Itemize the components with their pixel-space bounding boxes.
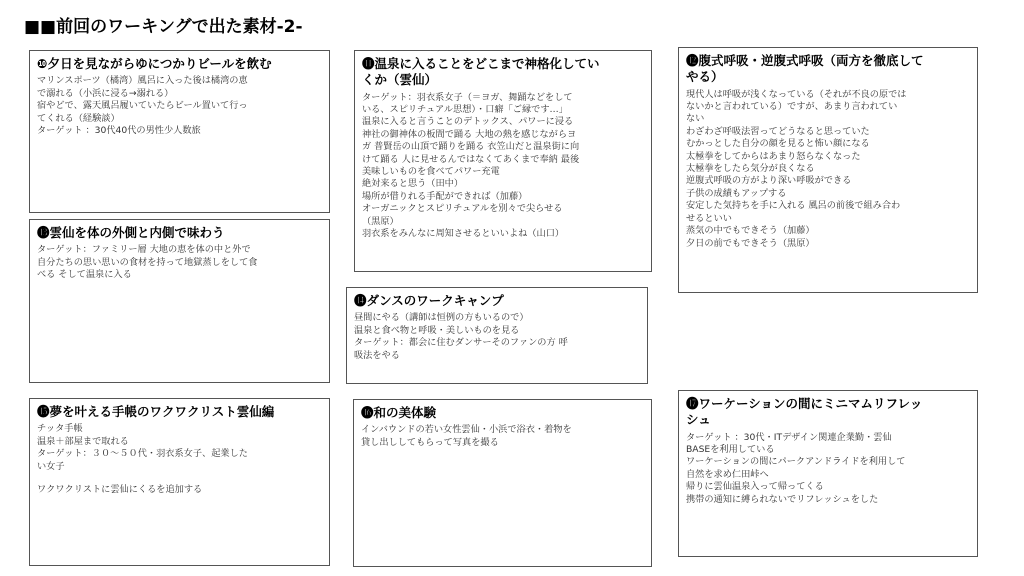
card-line: 自然を求め仁田峠へ [686, 468, 769, 480]
idea-card-10 [29, 50, 330, 213]
card-line: 帰りに雲仙温泉入って帰ってくる [686, 481, 824, 493]
card-line: ターゲット：３０～５０代・羽衣系女子、起業した [37, 448, 248, 460]
card-line: ワクワクリストに雲仙にくるを追加する [37, 483, 203, 495]
card-line: マリンスポーツ（橘湾）風呂に入った後は橘湾の恵 [37, 75, 248, 87]
card-blank-line [37, 473, 322, 484]
card-line: ターゲット：羽衣系女子（＝ヨガ、舞踊などをして [362, 91, 573, 103]
card-line: BASEを利用している [686, 443, 775, 455]
card-line: べる そして温泉に入る [37, 269, 132, 281]
card-title: ⓫温泉に入ることをどこまで神格化してい くか（雲仙） [362, 56, 600, 88]
card-title: ⓮ダンスのワークキャンプ [354, 293, 504, 308]
idea-card-17 [678, 390, 978, 557]
card-body [361, 424, 644, 449]
card-line: いる、スピリチュアル思想）・口癖「ご縁です…」 [362, 103, 568, 115]
card-line: 現代人は呼吸が浅くなっている（それが不良の原では [686, 88, 907, 100]
card-title: ⓯夢を叶える手帳のワクワクリスト雲仙編 [37, 404, 275, 419]
card-line: 蒸気の中でもできそう（加藤） [686, 225, 815, 237]
card-body [686, 432, 970, 507]
card-line: 場所が借りれる手配ができれば（加藤） [362, 190, 528, 202]
card-title: ⓬腹式呼吸・逆腹式呼吸（両方を徹底して やる） [686, 53, 924, 85]
card-line: オーガニックとスピリチュアルを別々で尖らせる [362, 203, 563, 215]
card-line: 吸法をやる [354, 349, 400, 361]
idea-card-11 [354, 50, 652, 272]
card-line: 太極拳をしてからはあまり怒らなくなった [686, 150, 861, 162]
card-line: ガ 普賢岳の山頂で踊りを踊る 衣笠山だと温泉街に向 [362, 141, 580, 153]
card-line: 宿やどで、露天風呂履いていたらビール置いて行っ [37, 100, 248, 112]
card-line: 子供の成績もアップする [686, 187, 787, 199]
card-line: 温泉に入ると言うことのデトックス、パワーに浸る [362, 116, 574, 128]
card-title: ⓱ワーケーションの間にミニマムリフレッ シュ [686, 396, 923, 428]
card-line: 絶対来ると思う（田中） [362, 178, 464, 190]
card-body [354, 312, 640, 362]
card-line: 羽衣系をみんなに周知させるといいよね（山口） [362, 228, 565, 240]
card-line: い女子 [37, 460, 65, 472]
idea-card-15 [29, 398, 330, 566]
card-body [37, 75, 322, 137]
card-line: 神社の御神体の板間で踊る 大地の熱を感じながらヨ [362, 128, 577, 140]
card-line: 安定した気持ちを手に入れる 風呂の前後で組み合わ [686, 200, 901, 212]
card-line: 逆腹式呼吸の方がより深い呼吸ができる [686, 175, 852, 187]
card-line: チッタ手帳 [37, 423, 83, 435]
card-line: で溺れる（小浜に浸る→溺れる） [37, 87, 174, 99]
card-line: 美味しいものを食べてパワー充電 [362, 166, 500, 178]
card-body [362, 92, 644, 241]
card-line: 太極拳をしたら気分が良くなる [686, 163, 815, 175]
card-line: ワーケーションの間にパークアンドライドを利用して [686, 456, 906, 468]
card-line: 温泉＋部屋まで取れる [37, 435, 129, 447]
card-line: 貸し出ししてもらって写真を撮る [361, 436, 499, 448]
card-line: ターゲット ：30代・ITデザイン関連企業勤・雲仙 [686, 431, 892, 443]
card-line: ターゲット：ファミリー層 大地の恵を体の中と外で [37, 244, 251, 256]
idea-card-13 [29, 219, 330, 383]
card-line: ターゲット：都会に住むダンサーそのファンの方 呼 [354, 337, 568, 349]
card-line: 自分たちの思い思いの食材を持って地獄蒸しをして食 [37, 256, 258, 268]
card-line: ないかと言われている）ですが、あまり言われてい [686, 100, 898, 112]
card-body [686, 89, 970, 250]
card-line: わざわざ呼吸法習ってどうなると思っていた [686, 125, 870, 137]
card-title: ❿夕日を見ながらゆにつかりビールを飲む [37, 56, 272, 71]
idea-card-14 [346, 287, 648, 384]
card-body [37, 423, 322, 496]
card-title: ⓭雲仙を体の外側と内側で味わう [37, 225, 225, 240]
card-line: 昼間にやる（講師は恒例の方もいるので） [354, 312, 529, 324]
idea-card-12 [678, 47, 978, 293]
card-line: 温泉と食べ物と呼吸・美しいものを見る [354, 324, 520, 336]
card-line: 夕日の前でもできそう（黒原） [686, 237, 815, 249]
card-line: （黒原） [362, 215, 399, 227]
card-body [37, 244, 322, 281]
card-line: てくれる（経験談） [37, 112, 120, 124]
card-line: インバウンドの若い女性雲仙・小浜で浴衣・着物を [361, 424, 572, 436]
page-title: ■■前回のワーキングで出た素材-2- [24, 17, 303, 37]
idea-card-16 [353, 399, 652, 567]
card-line: ターゲット ：30代40代の男性少人数旅 [37, 124, 201, 136]
card-title: ⓰和の美体験 [361, 405, 437, 420]
card-line: むかっとした自分の顔を見ると怖い顔になる [686, 138, 870, 150]
card-line: けて踊る 人に見せるんではなくてあくまで奉納 最後 [362, 153, 580, 165]
card-line: 携帯の通知に縛られないでリフレッシュをした [686, 493, 879, 505]
card-line: せるといい [686, 212, 732, 224]
card-line: ない [686, 113, 705, 125]
